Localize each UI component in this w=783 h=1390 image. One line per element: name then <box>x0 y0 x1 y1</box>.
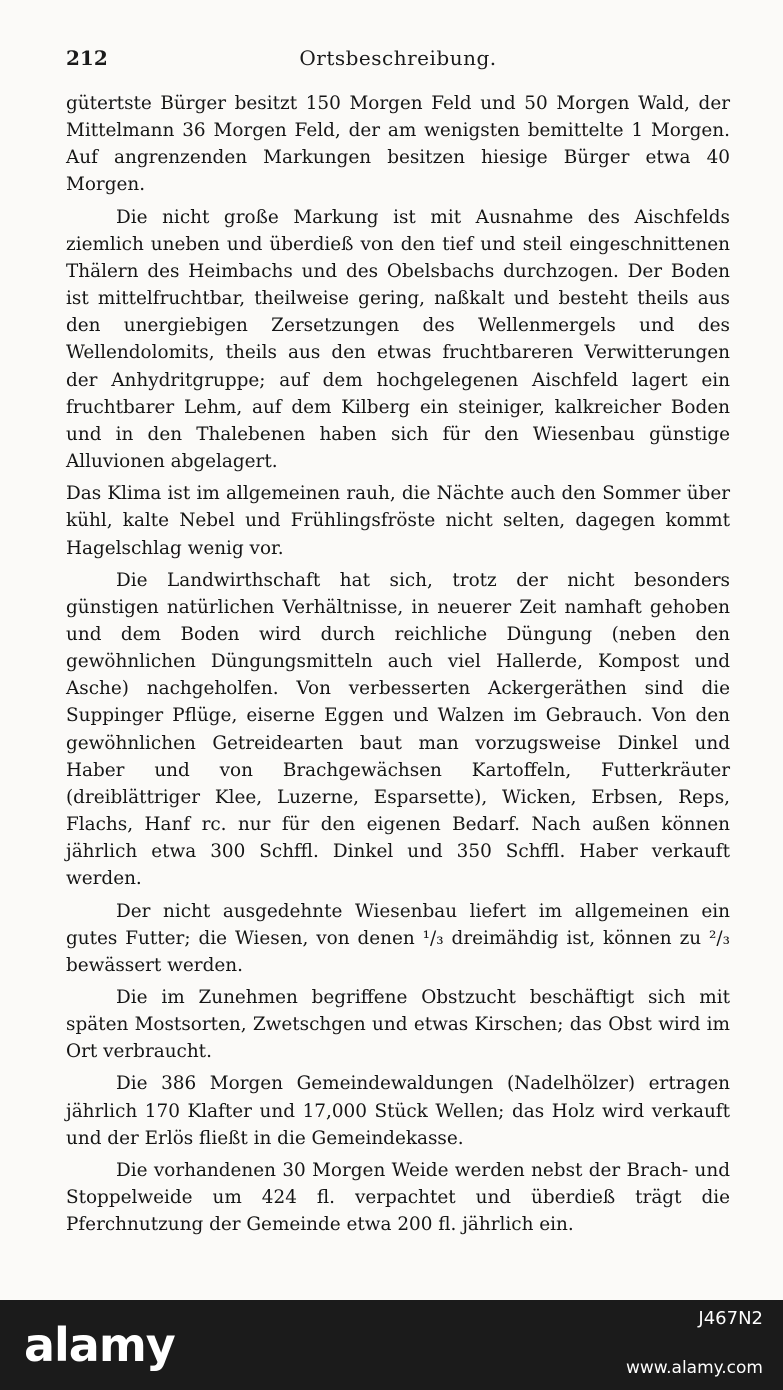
alamy-logo: alamy <box>24 1318 175 1372</box>
watermark-band <box>0 1300 783 1390</box>
paragraph-7: Die 386 Morgen Gemeindewaldungen (Nadelhölzer) ertragen jährlich 170 Klafter und 17,000 Stück Wellen; das Holz wird verkauft und der Erlös fließt in die Gemeindekasse. <box>66 1073 730 1149</box>
paragraph-6: Die im Zunehmen begriffene Obstzucht beschäftigt sich mit späten Mostsorten, Zwetschgen und etwas Kirschen; das Obst wird im Ort verbraucht. <box>66 987 730 1063</box>
paragraph-8: Die vorhandenen 30 Morgen Weide werden nebst der Brach- und Stoppelweide um 424 fl. verpachtet und überdieß trägt die Pferchnutzung der Gemeinde etwa 200 fl. jährlich ein. <box>66 1159 730 1236</box>
page-header <box>66 46 730 72</box>
page-body <box>66 90 730 1243</box>
running-title: Ortsbeschreibung. <box>299 46 497 70</box>
page-number: 212 <box>66 46 108 70</box>
site-url-label: www.alamy.com <box>625 1358 763 1378</box>
image-id-label: J467N2 <box>698 1308 763 1329</box>
paragraph-2: Die nicht große Markung ist mit Ausnahme des Aischfelds ziemlich uneben und überdieß von den tief und steil eingeschnittenen Thälern des Heimbachs und des Obelsbachs durchzogen. Der Boden ist mittelfruchtbar, theilweise gering, naßkalt und besteht theils aus den unergiebigen Zersetzungen des Wellenmergels und des Wellendolomits, theils aus den etwas fruchtbareren Verwitterungen der Anhydritgruppe; auf dem hochgelegenen Aischfeld lagert ein fruchtbarer Lehm, auf dem Kilberg ein steiniger, kalkreicher Boden und in den Thalebenen haben sich für den Wiesenbau günstige Alluvionen abgelagert. <box>66 206 730 473</box>
paragraph-4: Die Landwirthschaft hat sich, trotz der nicht besonders günstigen natürlichen Verhältnisse, in neuerer Zeit namhaft gehoben und dem Boden wird durch reichliche Düngung (neben den gewöhnlichen Düngungsmitteln auch viel Hallerde, Kompost und Asche) nachgeholfen. Von verbesserten Ackergeräthen sind die Suppinger Pflüge, eiserne Eggen und Walzen im Gebrauch. Von den gewöhnlichen Getreidearten baut man vorzugsweise Dinkel und Haber und von Brachgewächsen Kartoffeln, Futterkräuter (dreiblättriger Klee, Luzerne, Esparsette), Wicken, Erbsen, Reps, Flachs, Hanf rc. nur für den eigenen Bedarf. Nach außen können jährlich etwa 300 Schffl. Dinkel und 350 Schffl. Haber verkauft werden. <box>66 569 730 890</box>
paragraph-1: gütertste Bürger besitzt 150 Morgen Feld und 50 Morgen Wald, der Mittelmann 36 Morgen Feld, der am wenigsten bemittelte 1 Morgen. Auf angrenzenden Markungen besitzen hiesige Bürger etwa 40 Morgen. <box>66 93 730 196</box>
paragraph-5: Der nicht ausgedehnte Wiesenbau liefert im allgemeinen ein gutes Futter; die Wiesen, von denen ¹/₃ dreimähdig ist, können zu ²/₃ bewässert werden. <box>66 900 730 976</box>
paragraph-3: Das Klima ist im allgemeinen rauh, die Nächte auch den Sommer über kühl, kalte Nebel und Frühlingsfröste nicht selten, dagegen kommt Hagelschlag wenig vor. <box>66 483 730 559</box>
